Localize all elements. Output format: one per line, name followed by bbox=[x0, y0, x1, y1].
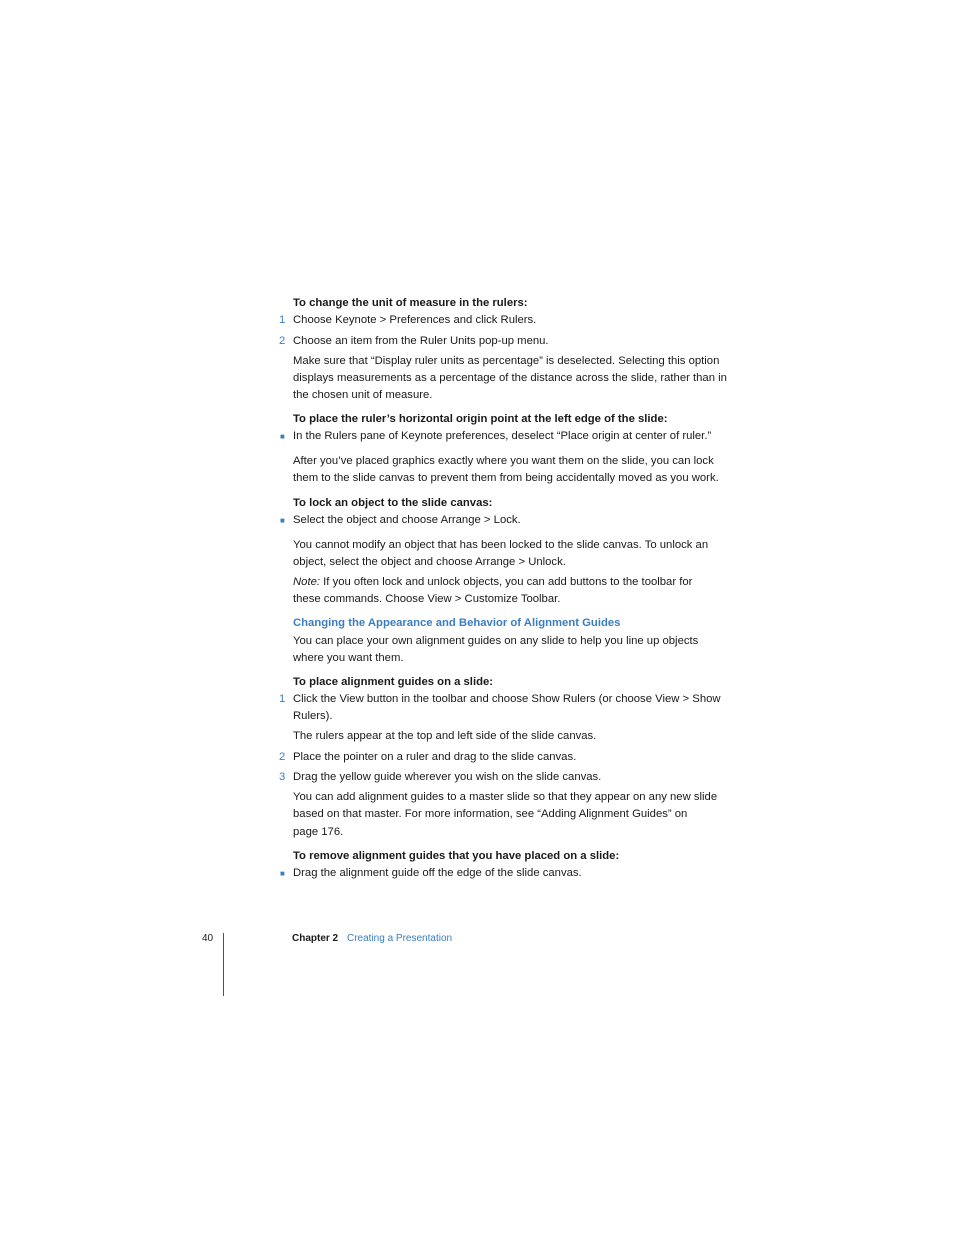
step-number: 3 bbox=[279, 771, 286, 783]
paragraph-line: You can add alignment guides to a master slide so that they appear on any new slide bbox=[293, 791, 718, 803]
procedure-heading: To change the unit of measure in the rulers: bbox=[293, 297, 528, 309]
step-text: Click the View button in the toolbar and choose Show Rulers (or choose View > Show bbox=[293, 693, 721, 705]
paragraph bbox=[293, 453, 733, 487]
paragraph-line: You can place your own alignment guides on any slide to help you line up objects bbox=[293, 635, 699, 647]
paragraph: The rulers appear at the top and left side of the slide canvas. bbox=[293, 730, 597, 742]
step-number: 2 bbox=[279, 335, 286, 347]
procedure-heading: To place the ruler’s horizontal origin point at the left edge of the slide: bbox=[293, 413, 668, 425]
step-number: 2 bbox=[279, 751, 286, 763]
paragraph-line: Make sure that “Display ruler units as percentage” is deselected. Selecting this option bbox=[293, 355, 720, 367]
bullet-item bbox=[280, 512, 733, 529]
bullet-item bbox=[280, 428, 733, 445]
paragraph-line: based on that master. For more information, see “Adding Alignment Guides” on bbox=[293, 808, 688, 820]
step-item bbox=[279, 691, 733, 725]
page-number: 40 bbox=[202, 933, 214, 944]
bullet-text: Drag the alignment guide off the edge of the slide canvas. bbox=[293, 867, 582, 879]
step-item bbox=[279, 312, 733, 329]
paragraph-line: object, select the object and choose Arrange > Unlock. bbox=[293, 556, 566, 568]
step-text: Drag the yellow guide wherever you wish on the slide canvas. bbox=[293, 771, 602, 783]
paragraph bbox=[293, 537, 733, 571]
chapter-title: Creating a Presentation bbox=[347, 933, 453, 944]
paragraph-line: page 176. bbox=[293, 826, 344, 838]
note bbox=[293, 574, 733, 608]
chapter-label: Chapter 2 bbox=[292, 933, 339, 944]
step-text: Place the pointer on a ruler and drag to the slide canvas. bbox=[293, 751, 577, 763]
paragraph-line: After you’ve placed graphics exactly where you want them on the slide, you can lock bbox=[293, 455, 714, 467]
bullet-icon: ■ bbox=[280, 869, 285, 878]
section-title: Changing the Appearance and Behavior of Alignment Guides bbox=[293, 617, 621, 629]
paragraph-line: You cannot modify an object that has been locked to the slide canvas. To unlock an bbox=[293, 539, 709, 551]
bullet-text: In the Rulers pane of Keynote preferences, deselect “Place origin at center of ruler.” bbox=[293, 430, 712, 442]
note-text: If you often lock and unlock objects, you can add buttons to the toolbar for bbox=[323, 576, 693, 588]
bullet-text: Select the object and choose Arrange > Lock. bbox=[293, 514, 521, 526]
step-text: Choose an item from the Ruler Units pop-up menu. bbox=[293, 335, 549, 347]
bullet-icon: ■ bbox=[280, 516, 285, 525]
step-item bbox=[279, 333, 733, 350]
procedure-heading: To remove alignment guides that you have placed on a slide: bbox=[293, 850, 620, 862]
step-text: Rulers). bbox=[293, 710, 333, 722]
paragraph-line: them to the slide canvas to prevent them from being accidentally moved as you work. bbox=[293, 472, 719, 484]
paragraph-line: the chosen unit of measure. bbox=[293, 389, 433, 401]
paragraph-line: displays measurements as a percentage of the distance across the slide, rather than in bbox=[293, 372, 727, 384]
step-number: 1 bbox=[279, 693, 286, 705]
bullet-icon: ■ bbox=[280, 432, 285, 441]
paragraph bbox=[293, 789, 733, 841]
step-text: Choose Keynote > Preferences and click Rulers. bbox=[293, 314, 537, 326]
procedure-heading: To place alignment guides on a slide: bbox=[293, 676, 494, 688]
note-text: these commands. Choose View > Customize Toolbar. bbox=[293, 593, 561, 605]
paragraph bbox=[293, 353, 733, 404]
step-item bbox=[279, 769, 733, 786]
paragraph-line: where you want them. bbox=[293, 652, 404, 664]
note-label: Note: bbox=[293, 576, 321, 588]
paragraph bbox=[293, 633, 733, 667]
step-item bbox=[279, 749, 733, 766]
step-number: 1 bbox=[279, 314, 286, 326]
bullet-item bbox=[280, 865, 733, 882]
footer-divider bbox=[223, 933, 224, 996]
procedure-heading: To lock an object to the slide canvas: bbox=[293, 497, 493, 509]
